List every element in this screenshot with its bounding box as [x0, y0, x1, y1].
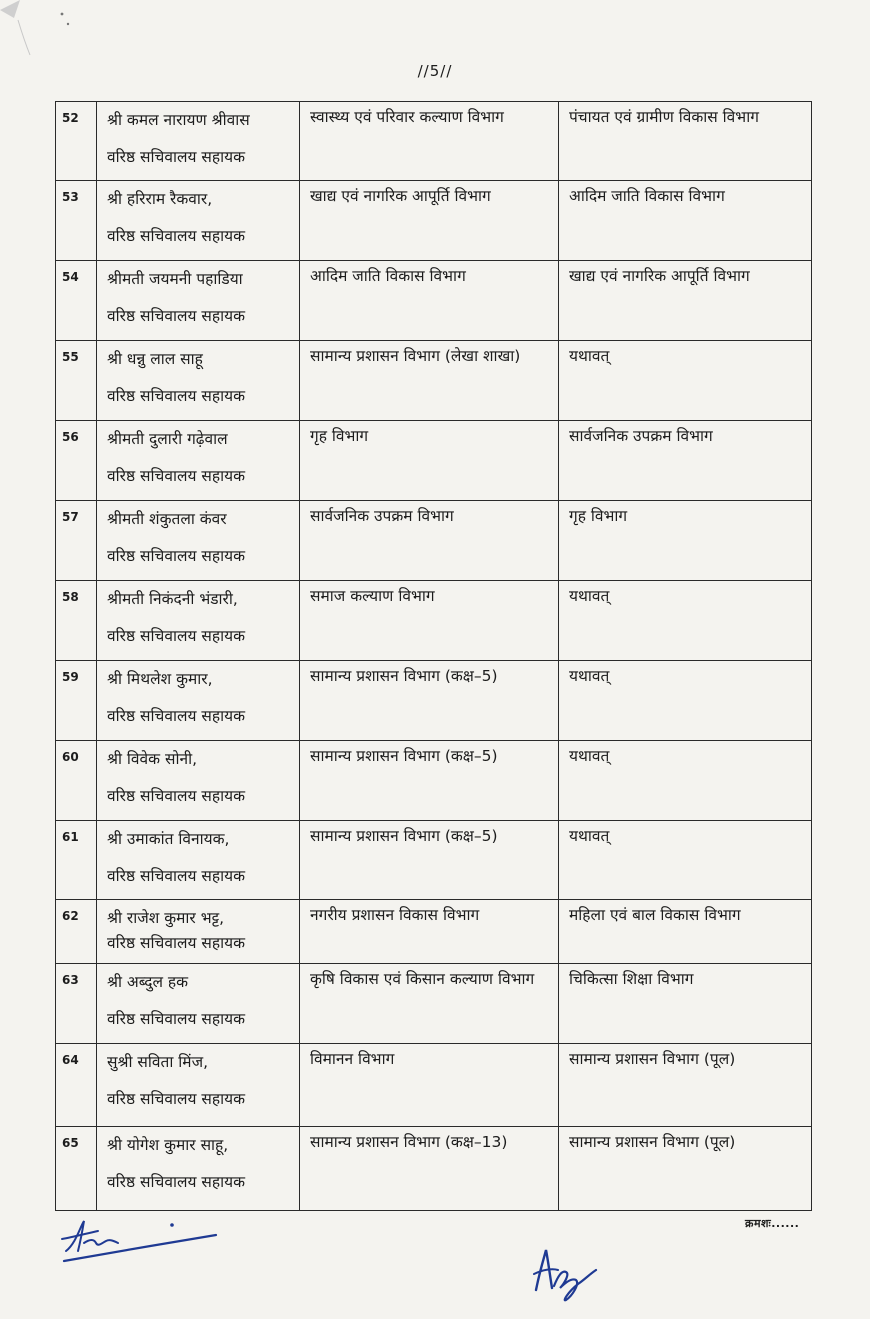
employee-name: श्री धन्नु लाल साहू [107, 350, 203, 368]
employee-cell [97, 1044, 300, 1127]
employee-name: श्री कमल नारायण श्रीवास [107, 111, 250, 129]
employee-cell [97, 102, 300, 181]
employee-name: श्रीमती जयमनी पहाडिया [107, 270, 243, 288]
transfer-table [55, 101, 812, 1211]
table-row [56, 964, 812, 1044]
serial-number: 57 [56, 501, 97, 581]
serial-number: 54 [56, 261, 97, 341]
current-department: सार्वजनिक उपक्रम विभाग [300, 501, 559, 581]
employee-cell [97, 261, 300, 341]
table-row [56, 102, 812, 181]
employee-designation: वरिष्ठ सचिवालय सहायक [107, 1010, 246, 1028]
current-department: स्वास्थ्य एवं परिवार कल्याण विभाग [300, 102, 559, 181]
table-row [56, 900, 812, 964]
current-department: कृषि विकास एवं किसान कल्याण विभाग [300, 964, 559, 1044]
new-department: यथावत् [559, 661, 812, 741]
table-row [56, 821, 812, 900]
serial-number: 56 [56, 421, 97, 501]
employee-designation: वरिष्ठ सचिवालय सहायक [107, 627, 246, 645]
employee-designation: वरिष्ठ सचिवालय सहायक [107, 787, 246, 805]
new-department: यथावत् [559, 341, 812, 421]
table-row [56, 421, 812, 501]
serial-number: 63 [56, 964, 97, 1044]
table-row [56, 341, 812, 421]
employee-cell [97, 661, 300, 741]
employee-name: श्री उमाकांत विनायक, [107, 830, 230, 848]
serial-number: 58 [56, 581, 97, 661]
employee-cell [97, 1127, 300, 1211]
signature-left [58, 1213, 228, 1268]
serial-number: 52 [56, 102, 97, 181]
current-department: गृह विभाग [300, 421, 559, 501]
employee-cell [97, 341, 300, 421]
current-department: सामान्य प्रशासन विभाग (कक्ष–5) [300, 741, 559, 821]
employee-designation: वरिष्ठ सचिवालय सहायक [107, 387, 246, 405]
employee-name: श्री विवेक सोनी, [107, 750, 198, 768]
employee-name: श्री मिथलेश कुमार, [107, 670, 213, 688]
new-department: सामान्य प्रशासन विभाग (पूल) [559, 1127, 812, 1211]
table-row [56, 661, 812, 741]
employee-designation: वरिष्ठ सचिवालय सहायक [107, 934, 246, 952]
employee-name: सुश्री सविता मिंज, [107, 1053, 208, 1071]
employee-name: श्रीमती निकंदनी भंडारी, [107, 590, 238, 608]
page-number: //5// [417, 62, 453, 80]
table-row [56, 501, 812, 581]
serial-number: 64 [56, 1044, 97, 1127]
table-row [56, 581, 812, 661]
employee-cell [97, 581, 300, 661]
current-department: खाद्य एवं नागरिक आपूर्ति विभाग [300, 181, 559, 261]
employee-cell [97, 900, 300, 964]
continuation-note: क्रमशः...... [745, 1217, 800, 1230]
employee-designation: वरिष्ठ सचिवालय सहायक [107, 227, 246, 245]
current-department: सामान्य प्रशासन विभाग (कक्ष–13) [300, 1127, 559, 1211]
new-department: चिकित्सा शिक्षा विभाग [559, 964, 812, 1044]
employee-name: श्री राजेश कुमार भट्ट, [107, 909, 225, 927]
employee-designation: वरिष्ठ सचिवालय सहायक [107, 467, 246, 485]
new-department: महिला एवं बाल विकास विभाग [559, 900, 812, 964]
serial-number: 59 [56, 661, 97, 741]
serial-number: 53 [56, 181, 97, 261]
new-department: यथावत् [559, 741, 812, 821]
employee-designation: वरिष्ठ सचिवालय सहायक [107, 707, 246, 725]
employee-name: श्रीमती शंकुतला कंवर [107, 510, 227, 528]
employee-name: श्रीमती दुलारी गढ़ेवाल [107, 430, 228, 448]
employee-cell [97, 964, 300, 1044]
employee-cell [97, 181, 300, 261]
employee-designation: वरिष्ठ सचिवालय सहायक [107, 148, 246, 166]
serial-number: 60 [56, 741, 97, 821]
new-department: यथावत् [559, 821, 812, 900]
serial-number: 61 [56, 821, 97, 900]
signature-center [522, 1240, 607, 1305]
employee-cell [97, 741, 300, 821]
employee-designation: वरिष्ठ सचिवालय सहायक [107, 307, 246, 325]
new-department: सार्वजनिक उपक्रम विभाग [559, 421, 812, 501]
table-row [56, 181, 812, 261]
current-department: सामान्य प्रशासन विभाग (कक्ष–5) [300, 821, 559, 900]
employee-name: श्री अब्दुल हक [107, 973, 189, 991]
new-department: आदिम जाति विकास विभाग [559, 181, 812, 261]
current-department: आदिम जाति विकास विभाग [300, 261, 559, 341]
new-department: खाद्य एवं नागरिक आपूर्ति विभाग [559, 261, 812, 341]
employee-cell [97, 501, 300, 581]
new-department: सामान्य प्रशासन विभाग (पूल) [559, 1044, 812, 1127]
current-department: नगरीय प्रशासन विकास विभाग [300, 900, 559, 964]
employee-name: श्री योगेश कुमार साहू, [107, 1136, 229, 1154]
current-department: विमानन विभाग [300, 1044, 559, 1127]
employee-name: श्री हरिराम रैकवार, [107, 190, 213, 208]
table-row [56, 261, 812, 341]
serial-number: 65 [56, 1127, 97, 1211]
employee-designation: वरिष्ठ सचिवालय सहायक [107, 1090, 246, 1108]
table-row [56, 1127, 812, 1211]
employee-designation: वरिष्ठ सचिवालय सहायक [107, 1173, 246, 1191]
current-department: सामान्य प्रशासन विभाग (लेखा शाखा) [300, 341, 559, 421]
employee-designation: वरिष्ठ सचिवालय सहायक [107, 547, 246, 565]
employee-cell [97, 421, 300, 501]
table-row [56, 1044, 812, 1127]
employee-designation: वरिष्ठ सचिवालय सहायक [107, 867, 246, 885]
serial-number: 62 [56, 900, 97, 964]
new-department: यथावत् [559, 581, 812, 661]
new-department: पंचायत एवं ग्रामीण विकास विभाग [559, 102, 812, 181]
current-department: सामान्य प्रशासन विभाग (कक्ष–5) [300, 661, 559, 741]
table-row [56, 741, 812, 821]
current-department: समाज कल्याण विभाग [300, 581, 559, 661]
new-department: गृह विभाग [559, 501, 812, 581]
serial-number: 55 [56, 341, 97, 421]
employee-cell [97, 821, 300, 900]
